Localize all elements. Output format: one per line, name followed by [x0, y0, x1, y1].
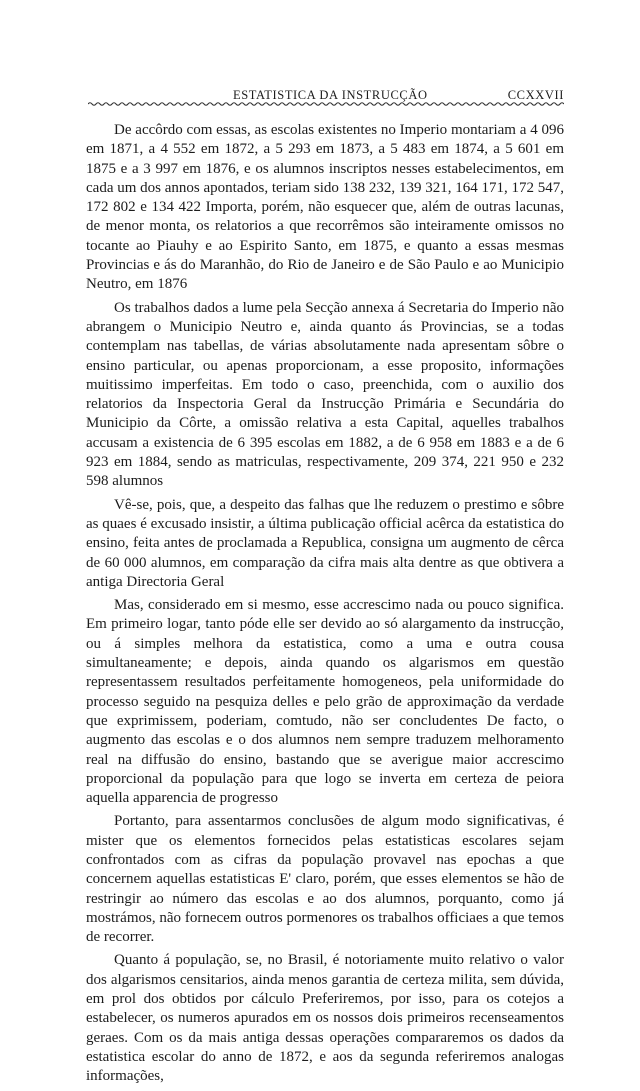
paragraph: Os trabalhos dados a lume pela Secção annexa á Secretaria do Imperio não abrangem o Municipio Neutro e, ainda quanto ás Provincias, se a todas contemplam nas tabellas, de várias absolutamente nada apresentam sôbre o ensino particular, ou apenas proporcionam, a esse proposito, informações muitissimo imperfeitas. Em todo o caso, preenchida, com o auxilio dos relatorios da Inspectoria Geral da Instrucção Primária e Secundária do Municipio da Côrte, a omissão relativa a esta Capital, aquelles trabalhos accusam a existencia de 6 395 escolas em 1882, a de 6 958 em 1883 e a de 6 923 em 1884, sendo as matriculas, respectivamente, 209 374, 221 950 e 232 598 alumnos — [86, 299, 564, 490]
paragraph: Quanto á população, se, no Brasil, é notoriamente muito relativo o valor dos algarismos censitarios, ainda menos garantia de certeza milita, sem dúvida, em prol dos obtidos por cálculo Preferiremos, por isso, para os cotejos a estabelecer, os numeros apurados em os nossos dois primeiros recenseamentos geraes. Com os da mais antiga dessas operações compararemos os dados da estatistica escolar do anno de 1872, e aos da segunda referiremos analogas informações, — [86, 952, 564, 1085]
paragraph: De accôrdo com essas, as escolas existentes no Imperio montariam a 4 096 em 1871, a 4 552 em 1872, a 5 293 em 1873, a 5 483 em 1874, a 5 601 em 1875 e a 3 997 em 1876, e os alumnos inscriptos nesses estabelecimentos, em cada um dos annos apontados, teriam sido 138 232, 139 321, 164 171, 172 547, 172 802 e 134 422 Importa, porém, não esquecer que, além de outras lacunas, de menor monta, os relatorios a que recorrêmos são inteiramente omissos no tocante ao Piauhy e ao Espirito Santo, em 1875, e quanto a essas mesmas Provincias e ás do Maranhão, do Rio de Janeiro e de São Paulo e ao Municipio Neutro, em 1876 — [86, 122, 564, 293]
running-title: ESTATISTICA DA INSTRUCÇÃO — [233, 88, 428, 102]
body-text — [86, 121, 564, 1091]
page-number: CCXXVII — [507, 88, 564, 102]
paragraph: Portanto, para assentarmos conclusões de algum modo significativas, é mister que os elementos fornecidos pelas estatisticas escolares sejam confrontados com as cifras da população provavel nas epochas a que concernem aquellas estatisticas E' claro, porém, que esses elementos se hão de restringir ao número das escolas e ao dos alumnos, porquanto, como já mostrámos, não fornecem outros pormenores os trabalhos officiaes a que temos de recorrer. — [86, 813, 564, 946]
paragraph: Vê-se, pois, que, a despeito das falhas que lhe reduzem o prestimo e sôbre as quaes é excusado insistir, a última publicação official acêrca da estatistica do ensino, feita antes de proclamada a Republica, consigna um augmento de cêrca de 60 000 alumnos, em comparação da cifra mais alta dentre as que obtivera a antiga Directoria Geral — [86, 496, 564, 590]
wavy-rule-ornament — [88, 100, 564, 108]
paragraph: Mas, considerado em si mesmo, esse accrescimo nada ou pouco significa. Em primeiro logar, tanto póde elle ser devido ao só alargamento da instrucção, ou á simples melhora da estatistica, como a uma e outra cousa simultaneamente; e depois, ainda quando os algarismos em questão representassem resultados perfeitamente homogeneos, pela uniformidade do processo seguido na pesquiza delles e pelo grão de approximação da verdade que exprimissem, poderiam, comtudo, não ser concludentes De facto, o augmento das escolas e o dos alumnos nem sempre traduzem melhoramento real na diffusão do ensino, bastando que se averigue maior accrescimo proporcional da população para que logo se inverta em certeza de peiora aquella apparencia de progresso — [86, 597, 564, 807]
